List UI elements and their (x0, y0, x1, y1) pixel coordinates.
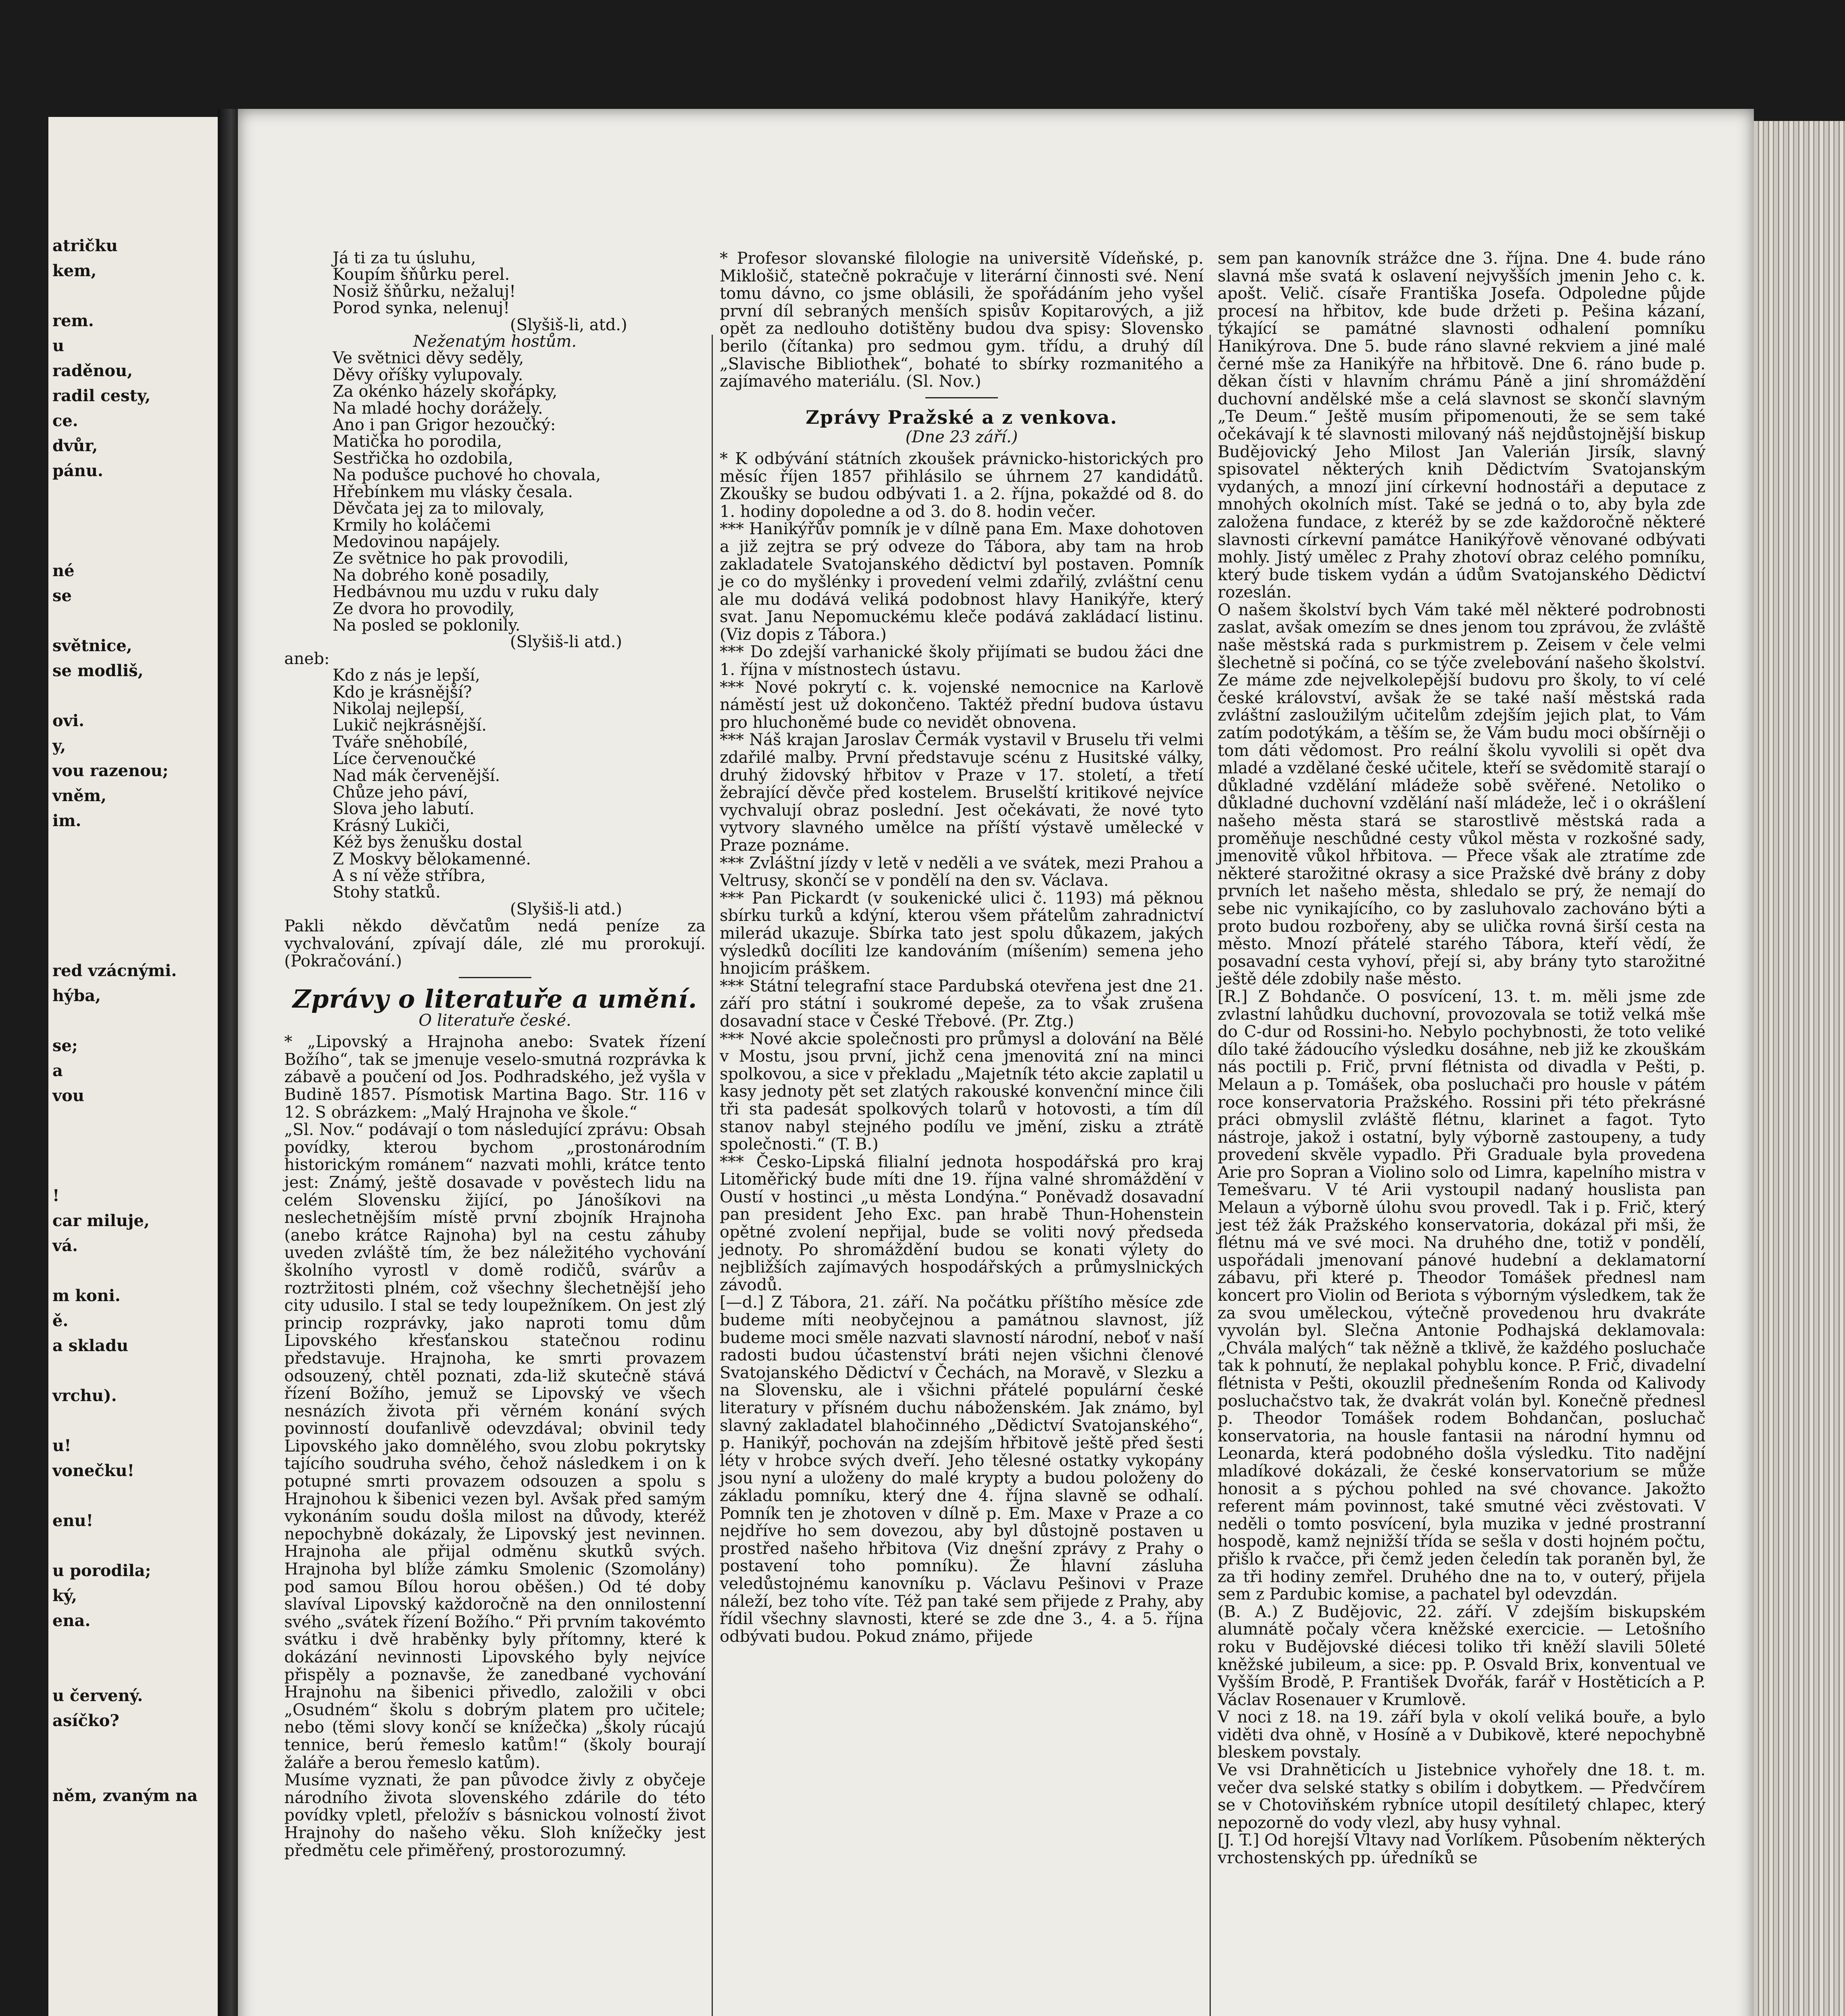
poem-line: Líce červenoučké (333, 750, 476, 768)
paragraph: *** Hanikýřův pomník je v dílně pana Em. Maxe dohotoven a již zejtra se prý odveze do Tábora, aby tam na hrob zakladatele Svatojanského dědictví byl postaven. Pomník je co do myšlénky i provedení velmi zdařilý, zvláštní cenu ale mu dodává veliká podobnost hlavy Hanikýře, který svat. Janu Nepomuckému kleče podává zakládací listinu. (Viz dopis z Tábora.) (720, 520, 1204, 644)
paragraph: [R.] Z Bohdanče. O posvícení, 13. t. m. měli jsme zde zvlastní lahůdku duchovní, provozovala se totiž velká mše do C-dur od Rossini-ho. Nebylo pochybnosti, že toto veliké dílo také žádoucího výsledku dosáhne, neb již ke zkouškám nás poctili p. Frič, první flétnista od divadla v Pešti, p. Melaun a p. Tomášek, oba posluchači pro housle v pátém roce konservatoria Pražského. Rossini při této překrásné práci obmyslil zvláště flétnu, klarinet a fagot. Tyto nástroje, jakož i ostatní, byly výborně zastoupeny, a tudy provedení skvěle vypadlo. Při Graduale byla provedena Arie pro Sopran a Violino solo od Limra, kapelního mistra v Temešvaru. V té Arii vystoupil nadaný houslista pan Melaun a výborně úlohu svou provedl. Tak i p. Frič, který jest též žák Pražského konservatoria, dokázal při mši, že flétnu má ve své moci. Na druhého dne, totiž v pondělí, uspořádali jmenovaní pánové hudební a deklamatorní zábavu, při které p. Theodor Tomášek přednesl nam koncert pro Violin od Beriota s výborným výsledkem, tak že za svou uměleckou, výtečně provedenou hru dvakráte vyvolán byl. Slečna Antonie Podhajská deklamovala: „Chvála malých“ tak něžně a tklivě, že každého posluchače tak k pohnutí, že neplakal pohyblu konce. P. Frič, divadelní flétnista v Pešti, okouzlil přednešením Ronda od Kalivody posluchačstvo tak, že dvakrát volán byl. Konečně přednesl p. Theodor Tomášek rodem Bohdančan, posluchač konservatoria, na housle fantasii na národní hymnu od Leonarda, která podobného došla výsledku. Tito nadějní mladíkové dokázali, že české konservatorium se může honosit a s pýchou pohled na své chovance. Jakožto referent mám povinnost, také smutné věci zvěstovati. V neděli o tomto posvícení, byla muzika v jedné prostranní hospodě, kamž nejnižší třída se sešla v dosti hojném počtu, přišlo k rvačce, při čemž jeden čeledín tak poraněn byl, že za tři hodiny zemřel. Druhého dne na to, v outerý, přijela sem z Pardubic komise, a pachatel byl odevzdán. (1218, 987, 1705, 1604)
poem-line: Ze dvora ho provodily, (333, 599, 515, 618)
paragraph: O našem školství bych Vám také měl některé podrobnosti zaslat, avšak omezím se dnes jenom tou zprávou, že zvláště naše městská rada s purkmistrem p. Zeisem v čele velmi šlechetně si počíná, co se týče zvelebování našeho školství. Ze máme zde nejvelkolepější budovu pro školy, to ví celé české království, avšak že se také naší městská rada zvláštní zasloužilým učitelům zdejším jejich plat, to Vám zatím podotýkám, a těším se, že Vám budu moci obšírněji o tom dáti vědomost. Pro reální školu vyvolili si opět dva mladé a vzdělané české učitele, kteří se svědomitě starají o důkladné vzdělání mládeže sobě svěřené. Netoliko o důkladné duchovní vzdělání naší mládeže, leč i o okrášlení našeho města stará se starostlivě městská rada a proměňuje neschůdné cesty vůkol města v rozkošné sady, jmenovitě vůkol hřbitova. — Přece však ale ztratíme zde některé starožitné okrasy a sice Pražské dvě brány z doby prvních let našeho města, shledalo se prý, že nemají do sebe nic vynikajícího, co by zasluhovalo zachováno býti a proto budou rozbořeny, aby se ulička rovná širší cesta na město. Mnozí přátelé starého Tábora, kteří vědí, že posavadní cesta vyhoví, přejí si, aby brány tyto starožitné ještě déle zdobily naše město. (1218, 600, 1705, 989)
poem-line: Tváře sněhobílé, (333, 733, 469, 752)
date-line: (Dne 23 září.) (905, 428, 1018, 447)
prev-page-fragment: světnice, (52, 636, 132, 655)
poem-line: Děvy oříšky vylupovaly. (333, 365, 523, 384)
prev-page-fragment: raděnou, (52, 361, 133, 380)
poem-line: Na mladé hochy dorážely. (333, 399, 543, 418)
poem-line: Lukič nejkrásnější. (333, 716, 487, 735)
poem-line: Sestřička ho ozdobila, (333, 449, 513, 468)
poem-c (284, 667, 706, 901)
newspaper-page (238, 109, 1754, 2016)
paragraph: * Profesor slovanské filologie na universitě Vídeňské, p. Miklošič, statečně pokračuje v literární činnosti své. Není tomu dávno, co jsme oblásili, že spořádáním jeho vyšel první díl sebraných menších spisův Kopitarových, a již opět za nedlouho dotištěny budou dva spisy: Slovensko berilo (čítanka) pro sedmou gym. třídu, a druhý díl „Slavische Bibliothek“, bohaté to sbírky rozmanitého a zajímavého materiálu. (Sl. Nov.) (720, 249, 1204, 391)
poem-line: Chůze jeho páví, (333, 783, 468, 802)
paragraph: *** Zvláštní jízdy v letě v neděli a ve svátek, mezi Prahou a Veltrusy, skončí se v pondělí na den sv. Václava. (720, 854, 1204, 890)
prev-page-fragment: ena. (52, 1611, 91, 1630)
paragraph: sem pan kanovník strážce dne 3. října. Dne 4. bude ráno slavná mše svatá k oslavení nejvyšších jmenin Jeho c. k. apošt. Velič. císaře Františka Josefa. Odpoledne půjde procesí na hřbitov, kde bude držeti p. Pešina kázaní, týkající se památné slavnosti odhalení pomníku Hanikýrova. Dne 5. bude ráno slavné rekviem a jiné malé černé mše za Hanikýře na hřbitově. Dne 6. ráno bude p. děkan čísti v hlavním chrámu Páně a jiní shromáždění duchovní andělské mše a celá slavnost se skončí slavným „Te Deum.“ Ještě musím připomenouti, že se sem také očekávají k té slavnosti milovaný náš nejdůstojnější biskup Budějovický Jeho Milost Jan Valerián Jirsík, slavný spisovatel některých knih Dědictvím Svatojanským vydaných, a mnozí jiní církevní hodnostáři a deputace z mnohých okolních míst. Také se jedná o to, aby byla zde založena fundace, z kteréž by se zde každoročně některé slavnosti církevní památce Hanikýřově věnované odbývati mohly. Jistý umělec z Prahy zhotoví obraz celého pomníku, který bude tiskem vydán a údům Svatojanského Dědictví rozeslán. (1218, 249, 1705, 602)
paragraph: *** Pan Pickardt (v soukenické ulici č. 1193) má pěknou sbírku turků a kdýní, kterou všem přátelům zahradnictví milerád ukazuje. Sbírka tato jest spolu důkazem, jakých výsledků docíliti lze kandováním (míšením) semena jeho hnojicím práškem. (720, 889, 1204, 978)
poem-line: Za okénko házely skořápky, (333, 382, 558, 401)
prev-page-fragment: pánu. (52, 461, 103, 480)
prev-page-fragment: vou razenou; (52, 761, 169, 780)
prev-page-fragment: car miluje, (52, 1211, 150, 1230)
prev-page-fragment: asíčko? (52, 1711, 119, 1730)
paragraph: Ve vsi Drahněticích u Jistebnice vyhořely dne 18. t. m. večer dva selské statky s obilím i dobytkem. — Předvčírem se v Chotoviňském rybníce utopil desítiletý chlapec, který nepozorně do vody vlezl, aby husy vyhnal. (1218, 1761, 1705, 1832)
paragraph: *** Nové pokrytí c. k. vojenské nemocnice na Karlově náměstí jest už dokončeno. Taktéž přední budova ústavu pro hluchoněmé bude co nevidět obnovena. (720, 678, 1204, 732)
paragraph: *** Nové akcie společnosti pro průmysl a dolování na Bělé v Mostu, jsou první, jichž cena jmenovitá zní na minci spolkovou, a sice v překladu „Majetník této akcie zaplatil u kasy jednoty pět set zlatých rakouské konvenční mince čili tři sta padesát spolkových tolarů v hotovosti, a tím díl stanov nabyl stejného podílu ve jmění, zisku a ztrátě společnosti.“ (T. B.) (720, 1029, 1204, 1154)
poem-line: A s ní věže stříbra, (333, 866, 486, 885)
prev-page-fragment: im. (52, 811, 81, 830)
poem-line: Matička ho porodila, (333, 432, 502, 451)
refrain: (Slyšiš-li atd.) (510, 633, 622, 652)
refrain: (Slyšiš-li, atd.) (510, 315, 627, 334)
paragraph: *** Česko-Lipská filialní jednota hospodářská pro kraj Litoměřický bude míti dne 19. října valné shromáždění v Oustí v hostinci „u města Londýna.“ Poněvadž dosavadní pan president Jeho Exc. pan hrabě Thun-Hohenstein opětné zvolení nepřijal, bude se voliti nový předseda jednoty. Po shromáždění budou se konati výlety do nejbližších zajímavých hospodářských a průmyslnických závodů. (720, 1152, 1204, 1294)
prev-page-fragment: hýba, (52, 986, 101, 1005)
paragraph: Musíme vyznati, že pan původce živly z obyčeje národního života slovenského zdárile do této povídky vpletl, přeložív s básnickou volností život Hrajnohy do našeho věku. Sloh knížečky jest předmětu cele přiměřený, prostorozumný. (284, 1771, 706, 1860)
prev-page-fragment: ce. (52, 411, 78, 430)
prev-page-fragment: u červený. (52, 1686, 143, 1705)
prev-page-fragment: ovi. (52, 711, 85, 730)
paragraph: *** Do zdejší varhanické školy přijímati se budou žáci dne 1. října v místnostech ústavu. (720, 643, 1204, 679)
poem-line: Krmily ho koláčemi (333, 516, 491, 535)
prev-page-fragment: ě. (52, 1311, 69, 1330)
poem-line: Kdo z nás je lepší, (333, 666, 480, 685)
paragraph: „Sl. Nov.“ podávají o tom následující zprávu: Obsah povídky, kterou bychom „prostonárodním historickým románem“ nazvati mohli, krátce tento jest: Známý, ještě dosavade v pověstech lidu na celém Slovensku žijící, po Jánošíkovi na neslechetnějším místě první zbojník Hrajnoha (anebo krátce Rajnoha) byl na cestu záhuby uveden zvláště tím, že bez náležitého vychování školního vyrostl v domě rodičů, svárův a roztržitosti plném, což všechny šlechetnější jeho city udusilo. I stal se tedy loupežníkem. On jest zlý princip rozprávky, jako naproti tomu dům Lipovského křesťanskou statečnou rodinu představuje. Hrajnoha, ke smrti provazem odsouzený, chtěl poznati, zda-liž skutečně stává řízení Božího, jemuž se Lipovský ve všech nesnázích života při věrném konání svých povinností doufanlivě odevzdával; obvinil tedy Lipovského jako domnělého, svou zlobu pokrytsky tajícího soudruha svého, čehož následkem i on k potupné smrti provazem odsouzen a spolu s Hrajnohou k šibenici vezen byl. Avšak před samým vykonáním soudu došla milost na důvody, kteréž nepochybně dokázaly, že Lipovský jest nevinnen. Hrajnoha ale přijal odměnu skutků svých. Hrajnoha byl blíže zámku Smolenic (Szomolány) pod samou Bílou horou oběšen.) Od té doby slavíval Lipovský každoročně na den onnilostenní svého „svátek řízení Božího.“ Při prvním takovémto svátku i dvě hraběnky byly přítomny, které k dokázání nevinnosti Lipovského byly nejvíce přispěly a poznavše, že zanedbané vychování Hrajnohu na šibenici přivedlo, založili v obci „Osudném“ školu s dobrým platem pro učitele; nebo (těmi slovy končí se knížečka) „školy rúcajú tennice, berú řemeslo katům!“ (školy bourají žaláře a berou řemeslo katům). (284, 1120, 706, 1772)
prev-page-fragment: a skladu (52, 1336, 129, 1355)
poem-line: Hedbávnou mu uzdu v ruku daly (333, 583, 599, 602)
poem-line: Porod synka, nelenuj! (333, 299, 510, 318)
prev-page-fragment: dvůr, (52, 436, 98, 455)
prev-page-fragment: se modliš, (52, 661, 144, 680)
closing-paragraph: Pakli někdo děvčatům nedá peníze za vychvalování, zpívají dále, zlé mu prorokují. (Pokračování.) (284, 917, 706, 971)
prev-page-fragment: vonečku! (52, 1461, 135, 1480)
prev-page-fragment: u! (52, 1436, 71, 1455)
paragraph: *** Náš krajan Jaroslav Čermák vystavil v Bruselu tři velmi zdařilé malby. První představuje scénu z Husitské války, druhý židovský hřbitov v Praze v 17. století, a třetí žebrající děvče před kostelem. Bruselští kritikové nejvíce vychvalují obraz poslední. Jest očekávati, že nové tyto vytvory slavného umělce na příští výstavě umělecké v Praze poznáme. (720, 731, 1204, 855)
refrain: (Slyšiš-li atd.) (510, 900, 622, 918)
prev-page-fragment: u (52, 336, 65, 355)
prev-page-fragment: vou (52, 1086, 85, 1105)
paragraph: * K odbývání státních zkoušek právnicko-historických pro měsíc říjen 1857 přihlásilo se úhrnem 27 kandidátů. Zkoušky se budou odbývati 1. a 2. října, pokaždé od 8. do 1. hodiny dopoledne a od 3. do 8. hodin večer. (720, 449, 1204, 521)
poem-line: Krásný Lukiči, (333, 816, 450, 835)
poem-line: Děvčata jej za to milovaly, (333, 499, 545, 518)
prev-page-fragment: radil cesty, (52, 386, 151, 405)
prev-page-fragment: y, (52, 736, 66, 755)
poem-line: Já ti za tu úsluhu, (333, 249, 476, 267)
column-divider-2 (1210, 335, 1211, 2016)
column-1 (284, 250, 706, 1860)
column-2 (720, 250, 1204, 1645)
paragraph: V noci z 18. na 19. září byla v okolí veliká bouře, a bylo viděti dva ohně, v Hosíně a v Dubikově, které nepochybně bleskem povstaly. (1218, 1708, 1705, 1762)
prev-page-fragment: se; (52, 1036, 78, 1055)
column-3 (1218, 250, 1705, 1867)
poem-line: Ano i pan Grigor hezoučký: (333, 416, 556, 435)
poem-a (284, 250, 706, 317)
poem-line: Na posled se poklonily. (333, 616, 521, 635)
poem-line: Z Moskvy bělokamenné. (333, 850, 531, 868)
prev-page-fragment: né (52, 561, 75, 580)
previous-page-fragment (48, 117, 218, 2016)
poem-line: Koupím šňůrku perel. (333, 265, 510, 284)
poem-title: Neženatým hostům. (413, 332, 577, 351)
poem-line: Stohy statků. (333, 883, 441, 902)
paragraph: (B. A.) Z Budějovic, 22. září. V zdejším biskupském alumnátě počaly včera kněžské exercicie. — Letošního roku v Budějovské diécesi toliko tři kněží slavili 50leté kněžské jubileum, a sice: pp. P. Osvald Brix, konventual ve Vyšším Brodě, P. František Dvořák, farář v Hostěticích a P. Václav Rosenauer v Krumlově. (1218, 1602, 1705, 1709)
prev-page-fragment: m koni. (52, 1286, 121, 1305)
prev-page-fragment: kem, (52, 261, 97, 280)
prev-page-fragment: ký, (52, 1586, 77, 1605)
poem-line: Kdo je krásnější? (333, 683, 472, 702)
poem-b (284, 350, 706, 634)
prev-page-fragment: red vzácnými. (52, 961, 177, 980)
prev-page-fragment: něm, zvaným na (52, 1786, 198, 1805)
poem-line: Nad mák červenější. (333, 766, 500, 785)
paragraph: [—d.] Z Tábora, 21. září. Na počátku příštího měsíce zde budeme míti neobyčejnou a památnou slavnost, jíž budeme moci směle nazvati slavností národní, neboť v naší radosti budou účastenství bráti nejen všichni členové Svatojanského Dědictví v Čechách, na Moravě, v Slezku a na Slovensku, ale i všichni přátelé populární české literatury v přísném duchu náboženském. Jak známo, byl slavný zakladatel blahočinného „Dědictví Svatojanského“, p. Hanikýř, pochován na zdejším hřbitově ještě před šesti léty v hrobce svých dveří. Jeho tělesné ostatky vykopány jsou nyní a uloženy do malé krypty a budou položeny do základu pomníku, který dne 4. října slavně se odhalí. Pomník ten je zhotoven v dílně p. Em. Maxe v Praze a co nejdříve ho sem dovezou, aby byl důstojně postaven u prostřed našeho hřbitova (Viz dnešní zprávy z Prahy o postavení toho pomníku). Že hlavní zásluha veledůstojnému kanovníku p. Václavu Pešinovi v Praze náleží, bez toho víte. Též pan také sem přijede z Prahy, aby řídil všechny slavnosti, které se zde dne 3., 4. a 5. října odbývati budou. Pokud známo, přijede (720, 1293, 1204, 1646)
section-rule (459, 977, 531, 978)
section-heading: Zprávy o literatuře a umění. (292, 984, 698, 1014)
section-heading: Zprávy Pražské a z venkova. (806, 406, 1118, 428)
paragraph: [J. T.] Od horejší Vltavy nad Vorlíkem. Působením některých vrchostenských pp. úředníků se (1218, 1831, 1705, 1868)
prev-page-fragment: a (52, 1061, 63, 1080)
poem-line: Kéž bys ženušku dostal (333, 833, 523, 852)
poem-line: Hřebínkem mu vlásky česala. (333, 482, 573, 501)
prev-page-fragment: vrchu). (52, 1386, 117, 1405)
poem-line: Slova jeho labutí. (333, 800, 475, 818)
prev-page-fragment: enu! (52, 1511, 94, 1530)
prev-page-fragment: vá. (52, 1236, 78, 1255)
prev-page-fragment: u porodila; (52, 1561, 151, 1580)
column-divider-1 (712, 335, 713, 2016)
poem-line: Na dobrého koně posadily, (333, 566, 550, 585)
prev-page-fragment: rem. (52, 311, 94, 330)
paragraph: *** Státní telegrafní stace Pardubská otevřena jest dne 21. září pro státní i soukromé depeše, za to však zrušena dosavadní stace v České Třebové. (Pr. Ztg.) (720, 977, 1204, 1031)
paragraph: * „Lipovský a Hrajnoha anebo: Svatek řízení Božího“, tak se jmenuje veselo-smutná rozprávka k zábavě a poučení od Jos. Podhradského, jež vyšla v Budině 1857. Písmotisk Martina Bago. Str. 116 v 12. S obrázkem: „Malý Hrajnoha ve škole.“ (284, 1033, 706, 1122)
prev-page-fragment: atričku (52, 236, 118, 255)
poem-line: Ve světnici děvy seděly, (333, 349, 524, 368)
section-rule (925, 397, 998, 398)
page-edges (1754, 121, 1845, 2016)
prev-page-fragment: ! (52, 1186, 60, 1205)
poem-line: Ze světnice ho pak provodili, (333, 549, 569, 568)
prev-page-fragment: vněm, (52, 786, 107, 805)
poem-connector: aneb: (284, 649, 330, 668)
poem-line: Medovinou napájely. (333, 532, 500, 551)
prev-page-fragment: se (52, 586, 72, 605)
section-subheading: O literatuře české. (419, 1011, 571, 1030)
poem-line: Nosiž šňůrku, nežaluj! (333, 282, 516, 301)
poem-line: Na podušce puchové ho chovala, (333, 466, 601, 485)
poem-line: Nikolaj nejlepší, (333, 699, 465, 718)
